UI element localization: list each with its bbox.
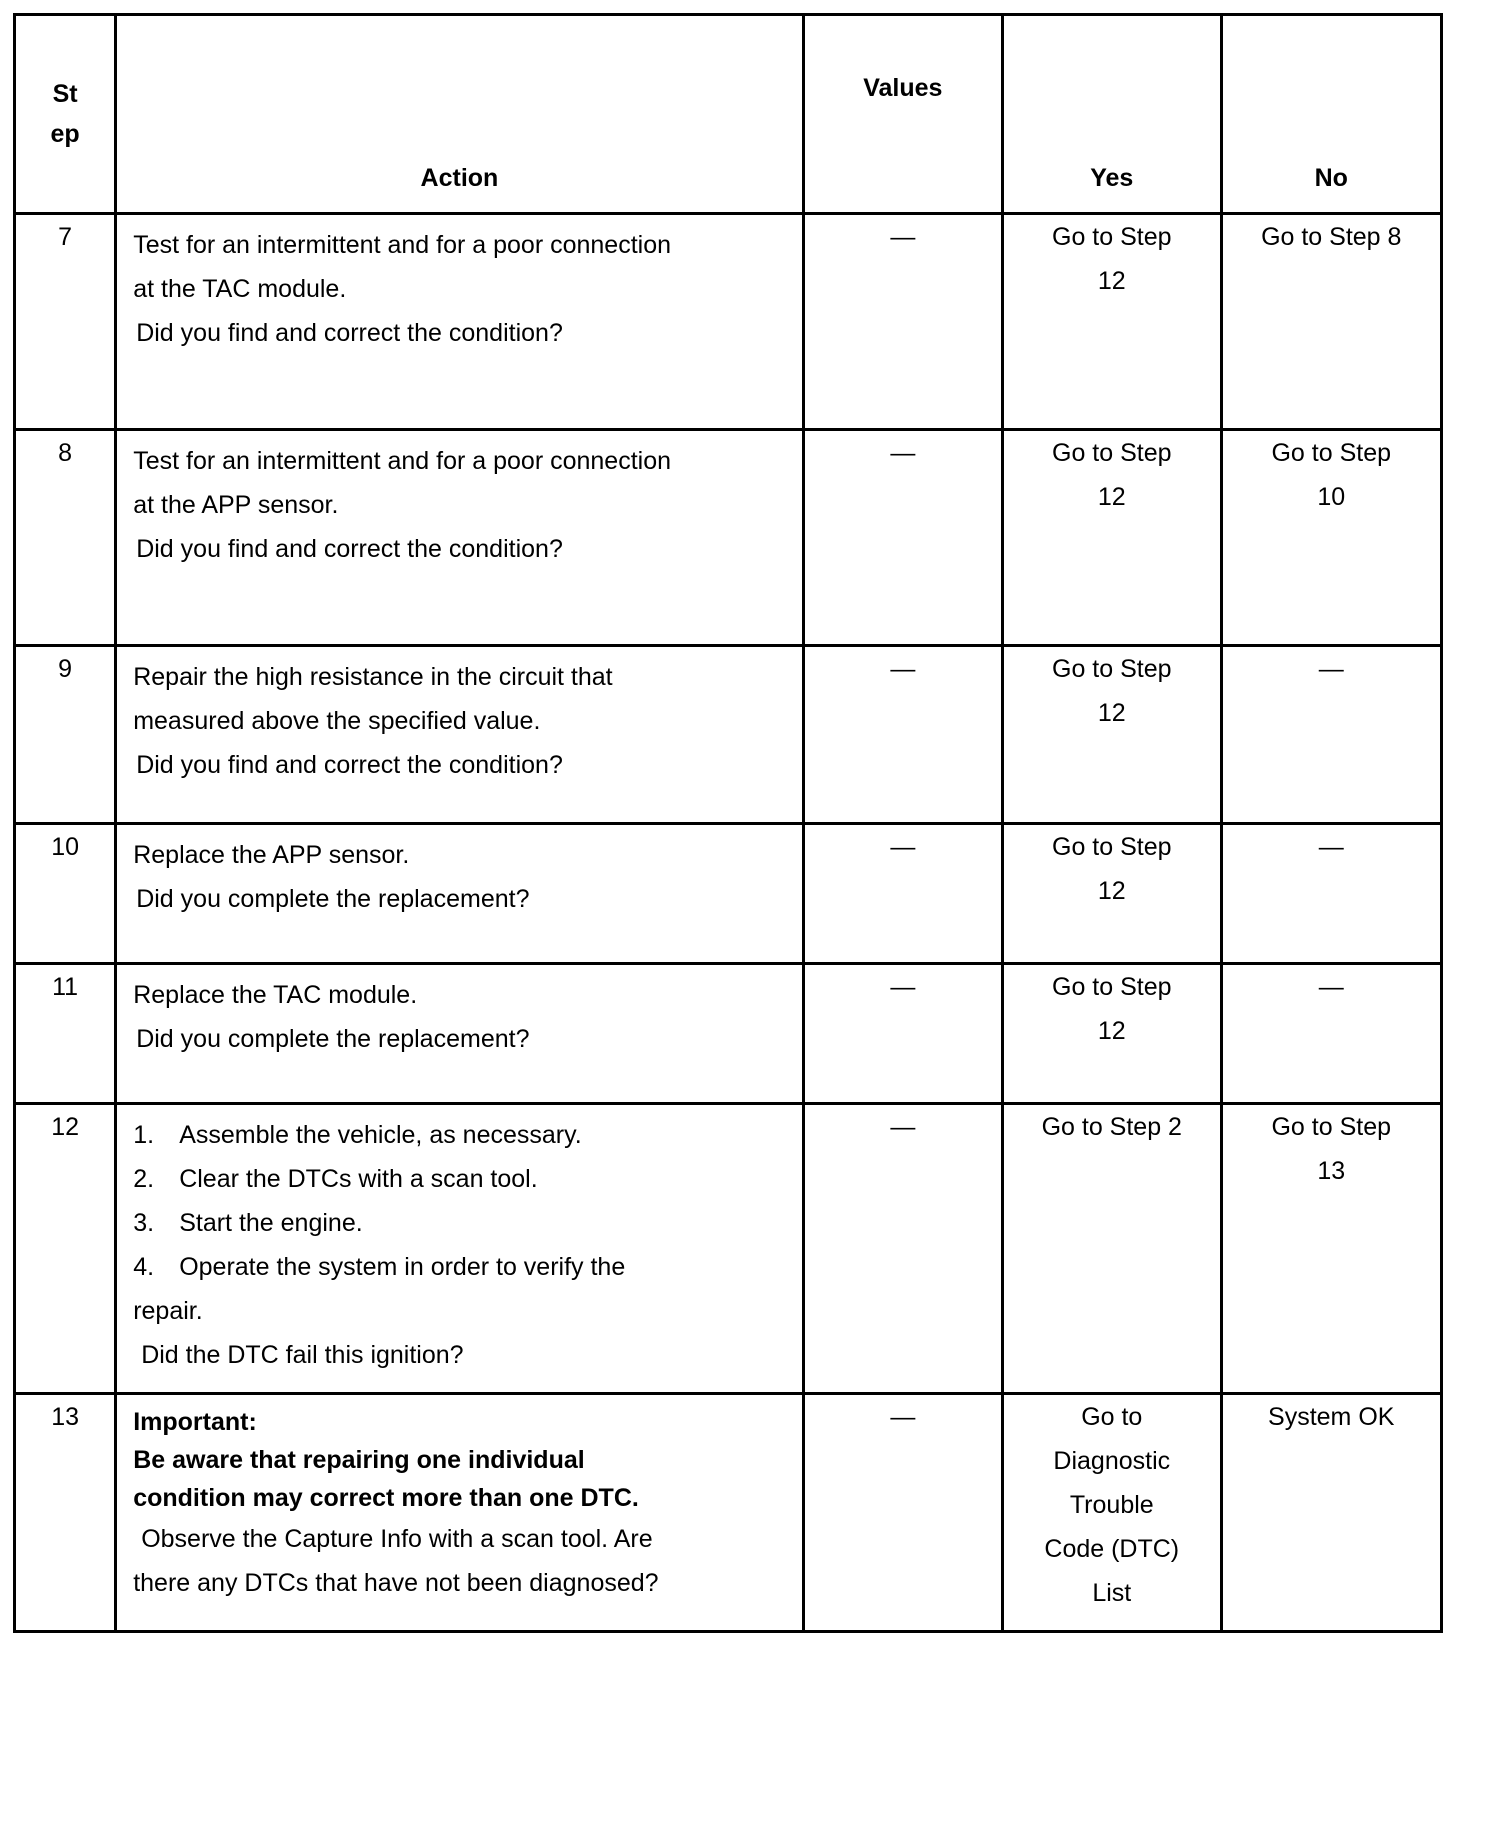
values-cell: — xyxy=(803,964,1002,1104)
action-cell xyxy=(116,1394,803,1632)
no-cell xyxy=(1221,964,1442,1104)
action-question xyxy=(133,1517,787,1605)
no-line: — xyxy=(1318,833,1344,861)
list-number: 3. xyxy=(133,1209,155,1237)
action-line: Test for an intermittent and for a poor connection xyxy=(133,231,672,259)
no-line: Go to Step xyxy=(1271,1113,1392,1141)
yes-cell xyxy=(1003,1104,1221,1394)
table-row-step-13 xyxy=(15,1394,1442,1632)
no-cell xyxy=(1221,1104,1442,1394)
no-line: — xyxy=(1318,655,1344,683)
yes-cell xyxy=(1003,1394,1221,1632)
no-line: 13 xyxy=(1317,1157,1346,1185)
values-cell: — xyxy=(803,1394,1002,1632)
header-step-line2: ep xyxy=(50,120,80,148)
important-line: condition may correct more than one DTC. xyxy=(133,1484,639,1512)
no-line: 10 xyxy=(1317,483,1346,511)
important-note xyxy=(133,1403,787,1517)
action-text xyxy=(133,833,787,877)
yes-cell xyxy=(1003,646,1221,824)
yes-line: Diagnostic xyxy=(1053,1447,1171,1475)
action-text xyxy=(133,655,787,743)
table-row-step-9 xyxy=(15,646,1442,824)
list-text: Start the engine. xyxy=(179,1209,363,1237)
step-number: 10 xyxy=(15,824,116,964)
list-text: Assemble the vehicle, as necessary. xyxy=(179,1121,582,1149)
list-text: Clear the DTCs with a scan tool. xyxy=(179,1165,538,1193)
values-cell: — xyxy=(803,214,1002,430)
action-question: Did the DTC fail this ignition? xyxy=(141,1341,464,1369)
no-cell xyxy=(1221,646,1442,824)
table-row-step-8 xyxy=(15,430,1442,646)
table-row-step-11 xyxy=(15,964,1442,1104)
list-number: 2. xyxy=(133,1165,155,1193)
yes-line: Trouble xyxy=(1069,1491,1154,1519)
action-question: Did you find and correct the condition? xyxy=(136,751,563,779)
important-label: Important: xyxy=(133,1408,257,1436)
yes-line: 12 xyxy=(1097,699,1126,727)
action-cell xyxy=(116,214,803,430)
yes-line: Go to Step xyxy=(1052,655,1172,683)
procedure-list xyxy=(133,1113,787,1289)
action-question: Did you complete the replacement? xyxy=(136,885,530,913)
yes-line: Go to Step 2 xyxy=(1041,1113,1182,1141)
important-line: Be aware that repairing one individual xyxy=(133,1446,585,1474)
action-line: measured above the specified value. xyxy=(133,707,541,735)
values-cell: — xyxy=(803,430,1002,646)
question-line: there any DTCs that have not been diagnosed? xyxy=(133,1569,659,1597)
table-row-step-12 xyxy=(15,1104,1442,1394)
no-cell xyxy=(1221,824,1442,964)
step-number: 7 xyxy=(15,214,116,430)
action-line: Repair the high resistance in the circuit that xyxy=(133,663,613,691)
action-line: at the APP sensor. xyxy=(133,491,339,519)
yes-line: 12 xyxy=(1097,267,1126,295)
step-number: 12 xyxy=(15,1104,116,1394)
yes-line: Go to Step xyxy=(1052,833,1172,861)
question-line: Observe the Capture Info with a scan tool. Are xyxy=(141,1525,653,1553)
action-text xyxy=(133,973,787,1017)
yes-line: 12 xyxy=(1097,483,1126,511)
list-number: 4. xyxy=(133,1253,155,1281)
values-cell: — xyxy=(803,646,1002,824)
action-cell xyxy=(116,430,803,646)
action-cell xyxy=(116,1104,803,1394)
values-cell: — xyxy=(803,1104,1002,1394)
no-line: — xyxy=(1318,973,1344,1001)
step-number: 11 xyxy=(15,964,116,1104)
no-cell xyxy=(1221,1394,1442,1632)
action-line: at the TAC module. xyxy=(133,275,347,303)
action-text xyxy=(133,1113,787,1333)
yes-line: Code (DTC) xyxy=(1044,1535,1180,1563)
no-cell xyxy=(1221,214,1442,430)
header-step-line1: St xyxy=(52,80,78,108)
header-row xyxy=(15,15,1442,214)
action-line: Test for an intermittent and for a poor connection xyxy=(133,447,672,475)
list-item xyxy=(133,1157,787,1201)
yes-cell xyxy=(1003,214,1221,430)
action-cell xyxy=(116,646,803,824)
yes-line: Go to Step xyxy=(1052,223,1172,251)
list-item xyxy=(133,1201,787,1245)
yes-line: 12 xyxy=(1097,877,1126,905)
step-number: 13 xyxy=(15,1394,116,1632)
yes-cell xyxy=(1003,824,1221,964)
action-question: Did you find and correct the condition? xyxy=(136,319,563,347)
yes-cell xyxy=(1003,430,1221,646)
action-line: Replace the APP sensor. xyxy=(133,841,410,869)
table-row-step-10 xyxy=(15,824,1442,964)
yes-line: List xyxy=(1092,1579,1132,1607)
yes-line: Go to xyxy=(1081,1403,1143,1431)
list-item xyxy=(133,1245,787,1289)
action-question: Did you find and correct the condition? xyxy=(136,535,563,563)
list-text: Operate the system in order to verify the xyxy=(179,1253,626,1281)
no-line: Go to Step 8 xyxy=(1261,223,1402,251)
action-cell xyxy=(116,964,803,1104)
header-no: No xyxy=(1221,15,1442,214)
header-action: Action xyxy=(116,15,803,214)
action-text xyxy=(133,439,787,527)
step-number: 9 xyxy=(15,646,116,824)
header-step xyxy=(15,15,116,214)
list-continuation: repair. xyxy=(133,1297,203,1325)
header-yes: Yes xyxy=(1003,15,1221,214)
step-number: 8 xyxy=(15,430,116,646)
action-cell xyxy=(116,824,803,964)
header-values: Values xyxy=(803,15,1002,214)
yes-line: Go to Step xyxy=(1052,973,1172,1001)
values-cell: — xyxy=(803,824,1002,964)
yes-line: Go to Step xyxy=(1052,439,1172,467)
yes-cell xyxy=(1003,964,1221,1104)
action-question: Did you complete the replacement? xyxy=(136,1025,530,1053)
list-item xyxy=(133,1113,787,1157)
list-number: 1. xyxy=(133,1121,155,1149)
diagnostic-table xyxy=(13,13,1443,1633)
no-line: System OK xyxy=(1268,1403,1395,1431)
yes-line: 12 xyxy=(1097,1017,1126,1045)
no-cell xyxy=(1221,430,1442,646)
action-line: Replace the TAC module. xyxy=(133,981,418,1009)
action-text xyxy=(133,223,787,311)
no-line: Go to Step xyxy=(1271,439,1392,467)
table-row-step-7 xyxy=(15,214,1442,430)
